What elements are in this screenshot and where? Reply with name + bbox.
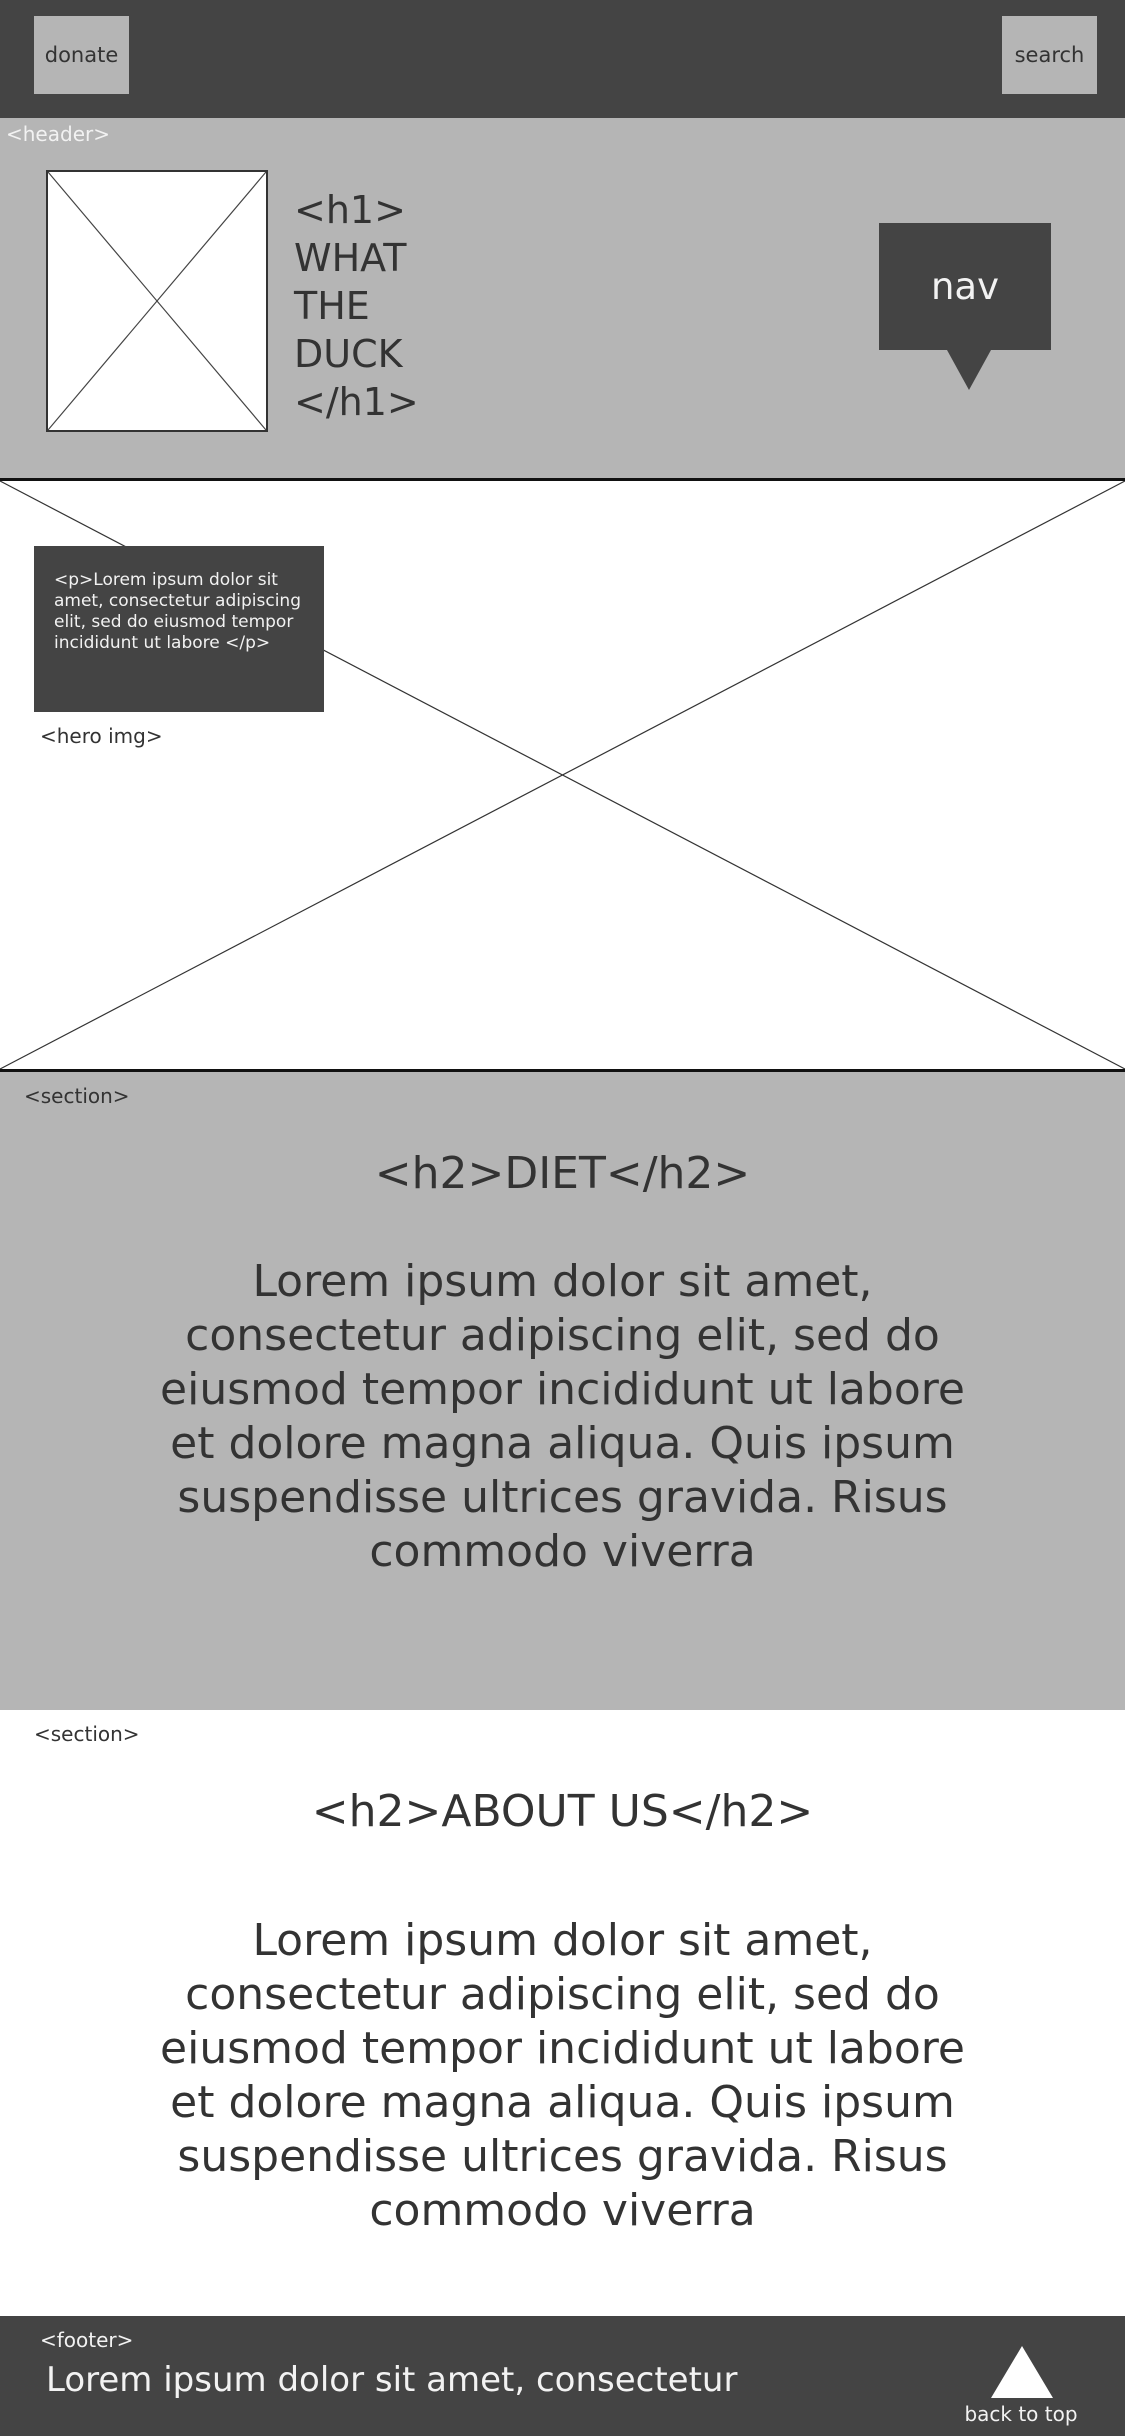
section-diet [0,1072,1125,1710]
top-bar [0,0,1125,118]
footer-text: Lorem ipsum dolor sit amet, consectetur [46,2360,738,2400]
h1-line: </h1> [294,380,419,424]
section-about-us [0,1710,1125,2316]
image-placeholder-icon [48,172,266,430]
header [0,118,1125,478]
donate-button[interactable]: donate [34,16,129,94]
arrow-up-icon [991,2346,1053,2398]
back-to-top-button[interactable] [956,2344,1086,2430]
h1-line: WHAT [294,236,407,280]
section-heading: <h2>ABOUT US</h2> [311,1786,814,1837]
section-tag-label: <section> [34,1722,140,1746]
section-body-text: Lorem ipsum dolor sit amet, consectetur adipiscing elit, sed do eiusmod tempor incididunt ut labore et dolore magna aliqua. Quis ipsum suspendisse ultrices gravida. Risus commodo viverra [160,1256,965,1577]
logo-placeholder[interactable] [46,170,268,432]
hero-text-card: <p>Lorem ipsum dolor sit amet, consectetur adipiscing elit, sed do eiusmod tempor incididunt ut labore </p> [34,546,324,712]
page-title [294,186,494,426]
section-body-text: Lorem ipsum dolor sit amet, consectetur adipiscing elit, sed do eiusmod tempor incididunt ut labore et dolore magna aliqua. Quis ipsum suspendisse ultrices gravida. Risus commodo viverra [160,1915,965,2236]
search-button[interactable]: search [1002,16,1097,94]
nav-menu-button[interactable]: nav [879,223,1051,350]
section-heading: <h2>DIET</h2> [374,1148,751,1199]
back-to-top-label: back to top [964,2402,1078,2426]
h1-line: THE [294,284,370,328]
h1-line: <h1> [294,188,406,232]
hero-img-label: <hero img> [40,724,163,748]
hero-image [0,478,1125,1072]
h1-line: DUCK [294,332,403,376]
header-tag-label: <header> [6,122,110,146]
section-tag-label: <section> [24,1084,130,1108]
footer-tag-label: <footer> [40,2328,134,2352]
footer [0,2316,1125,2436]
